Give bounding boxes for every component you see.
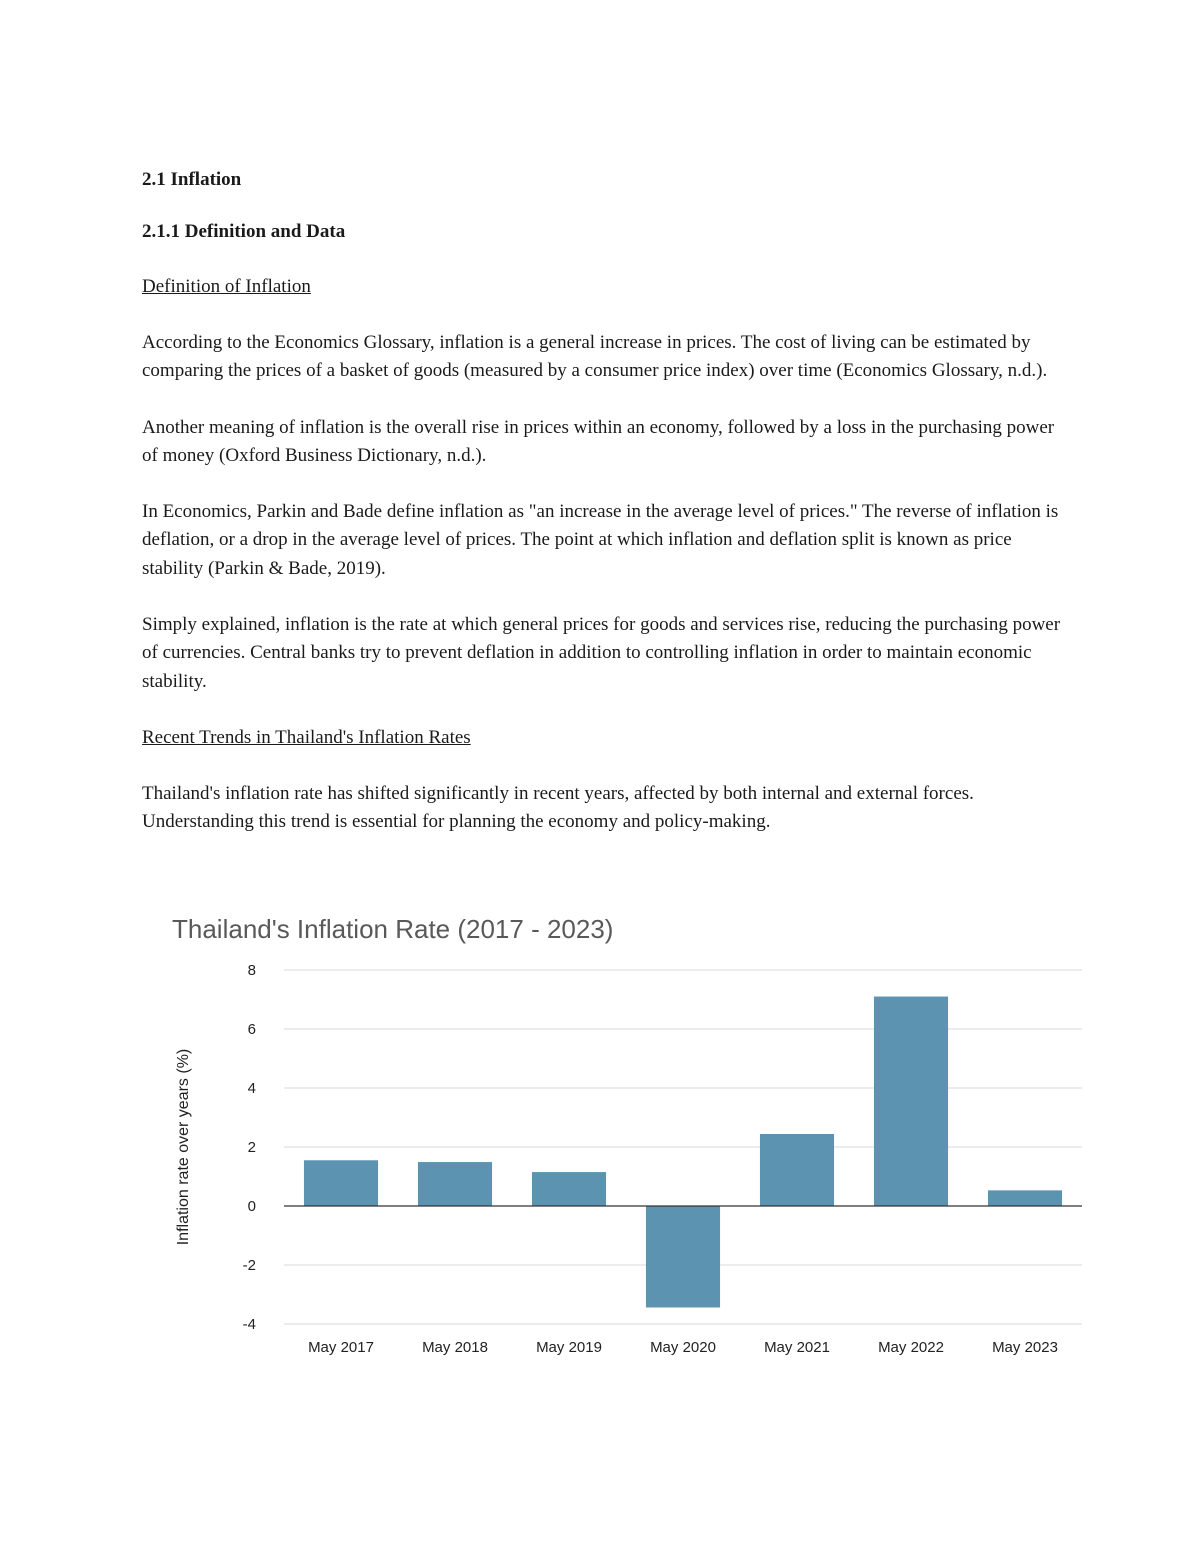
chart-bars [304,997,1062,1308]
subsection-heading: 2.1.1 Definition and Data [142,221,346,242]
chart-y-tick-label: 6 [247,1021,256,1038]
definition-title: Definition of Inflation [142,276,311,297]
chart-x-tick-label: May 2019 [536,1339,602,1356]
chart-svg [160,900,1100,1370]
inflation-chart [160,900,1100,1370]
chart-x-tick-label: May 2017 [308,1339,374,1356]
chart-y-tick-label: -4 [242,1316,256,1333]
chart-title: Thailand's Inflation Rate (2017 - 2023) [172,914,614,944]
chart-bar [418,1162,492,1206]
document-content [142,166,1062,865]
definition-paragraph-3: In Economics, Parkin and Bade define inflation as "an increase in the average level of prices." The reverse of inflation is deflation, or a drop in the average level of prices. The point at which inflation and deflation split is known as price stability (Parkin & Bade, 2019). [142,501,1059,579]
chart-y-tick-label: 0 [247,1198,256,1215]
definition-paragraph-1: According to the Economics Glossary, inflation is a general increase in prices. The cost of living can be estimated by comparing the prices of a basket of goods (measured by a consumer price index) over time (Economics Glossary, n.d.). [142,332,1048,382]
section-heading: 2.1 Inflation [142,169,242,190]
chart-x-tick-label: May 2022 [878,1339,944,1356]
chart-y-tick-label: 4 [247,1080,256,1097]
chart-bar [988,1190,1062,1206]
chart-y-ticks [243,962,256,1333]
chart-bar [646,1206,720,1307]
definition-paragraph-2: Another meaning of inflation is the overall rise in prices within an economy, followed by a loss in the purchasing power of money (Oxford Business Dictionary, n.d.). [142,416,1055,466]
chart-y-axis-label: Inflation rate over years (%) [175,1048,192,1246]
chart-bar [760,1134,834,1206]
chart-bar [532,1172,606,1206]
chart-y-tick-label: -2 [242,1257,256,1274]
chart-x-tick-label: May 2018 [422,1339,488,1356]
chart-x-ticks [308,1339,1058,1356]
trends-paragraph-1: Thailand's inflation rate has shifted significantly in recent years, affected by both internal and external forces. Understanding this trend is essential for planning the economy and policy-making. [142,782,974,833]
chart-x-tick-label: May 2020 [650,1339,716,1356]
chart-y-tick-label: 2 [247,1139,256,1156]
chart-bar [874,997,948,1206]
chart-x-tick-label: May 2023 [992,1339,1058,1356]
chart-bar [304,1160,378,1206]
definition-paragraph-4: Simply explained, inflation is the rate at which general prices for goods and services rise, reducing the purchasing power of currencies. Central banks try to prevent deflation in addition to controlling inflation in order to maintain economic stability. [142,614,1061,692]
trends-title: Recent Trends in Thailand's Inflation Rates [142,726,471,748]
chart-x-tick-label: May 2021 [764,1339,830,1356]
chart-y-tick-label: 8 [247,962,256,979]
